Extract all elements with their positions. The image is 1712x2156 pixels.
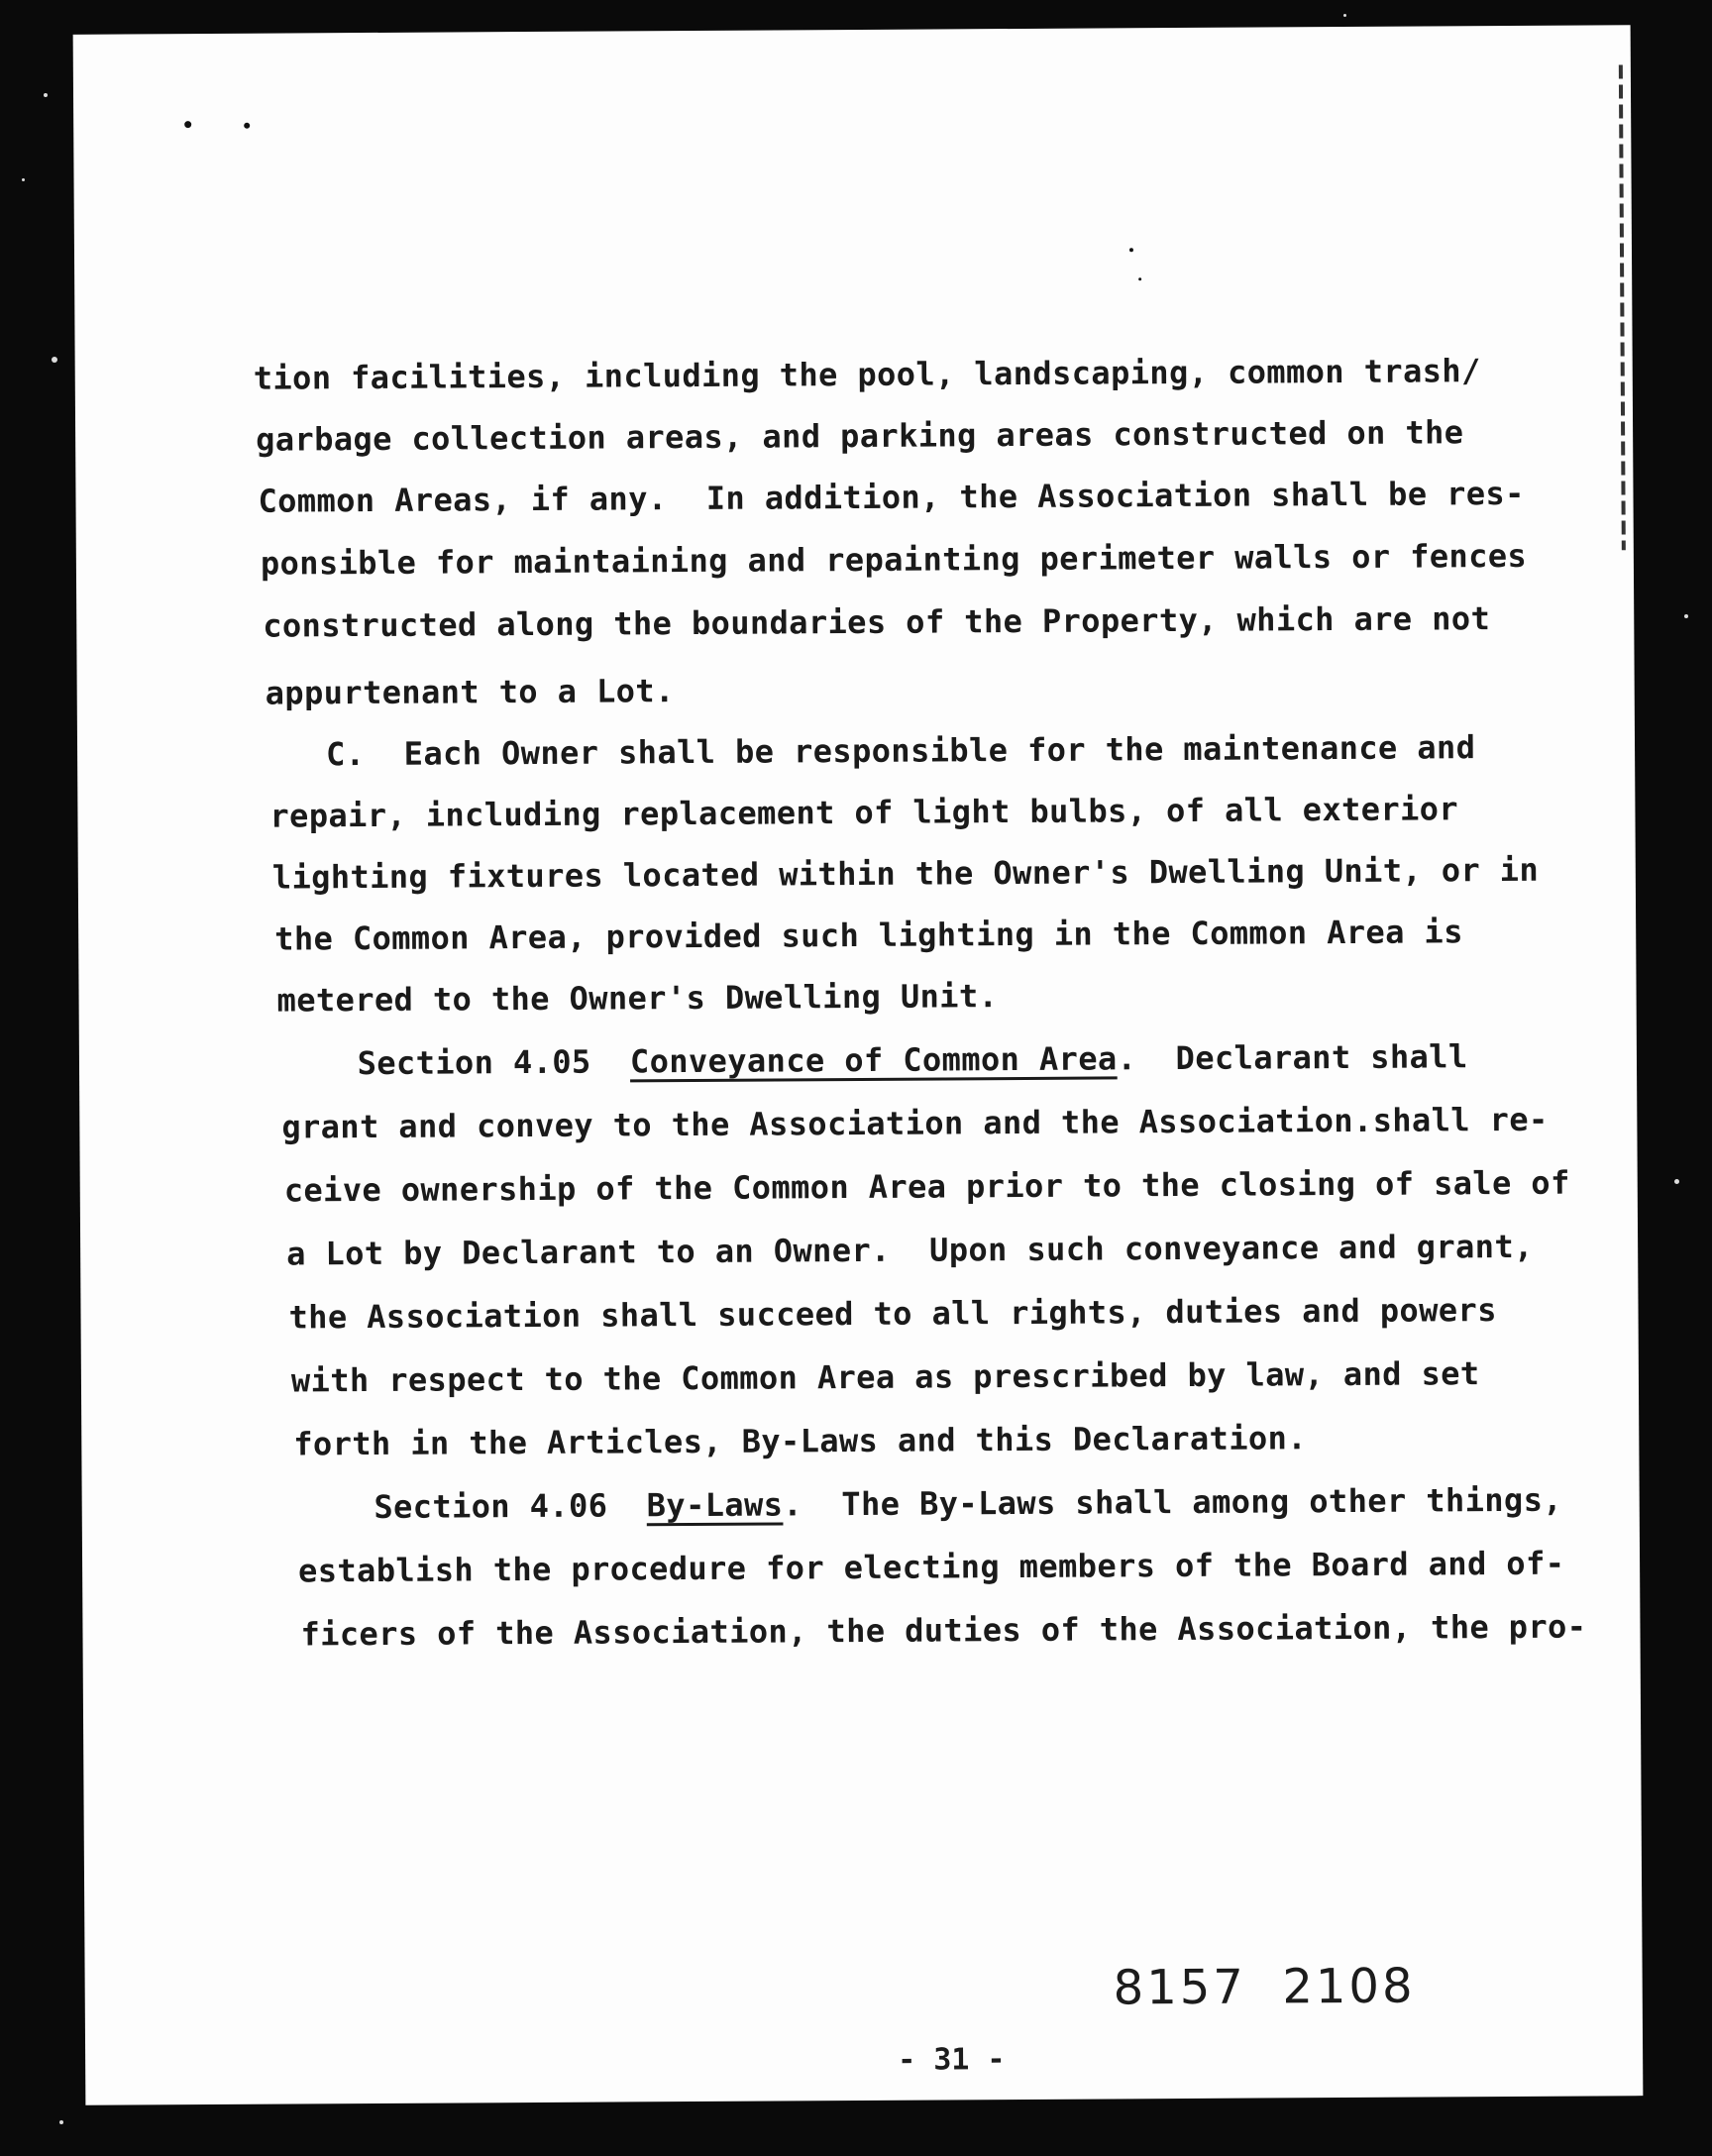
scan-noise: [44, 93, 48, 97]
paper-sheet: [73, 25, 1644, 2105]
scan-noise: [59, 2120, 63, 2124]
speck: [184, 121, 191, 128]
section-title: Conveyance of Common Area: [629, 1039, 1118, 1081]
text-line: appurtenant to a Lot.: [265, 672, 675, 712]
text-line: ceive ownership of the Common Area prior to the closing of sale of: [283, 1163, 1570, 1210]
text-line: Common Areas, if any. In addition, the Association shall be res-: [258, 474, 1525, 520]
text-line: constructed along the boundaries of the Property, which are not: [263, 599, 1491, 645]
speck: [244, 123, 250, 129]
document-body: [253, 351, 1587, 1654]
text-line: grant and convey to the Association and the Association.shall re-: [281, 1100, 1549, 1146]
text-line: repair, including replacement of light bulbs, of all exterior: [269, 790, 1459, 835]
speck: [1138, 277, 1141, 280]
text-line: ficers of the Association, the duties of the Association, the pro-: [300, 1607, 1587, 1654]
text-line: lighting fixtures located within the Owner's Dwelling Unit, or in: [271, 850, 1540, 897]
section-4-05-heading-line: [279, 1036, 1468, 1083]
section-4-06-heading-line: [296, 1480, 1563, 1528]
scan-noise: [22, 178, 25, 181]
section-prefix: Section 4.06: [295, 1486, 647, 1527]
section-title: By-Laws: [646, 1485, 784, 1525]
text-line: the Association shall succeed to all rights, duties and powers: [288, 1291, 1497, 1337]
text-line: establish the procedure for electing members of the Board and of-: [297, 1544, 1565, 1590]
text-line: metered to the Owner's Dwelling Unit.: [276, 977, 999, 1020]
text-line: garbage collection areas, and parking areas constructed on the: [256, 413, 1464, 459]
scan-noise: [1674, 1179, 1679, 1184]
section-suffix: . Declarant shall: [1117, 1037, 1468, 1078]
paragraph-c-line: C. Each Owner shall be responsible for the maintenance and: [267, 728, 1476, 774]
document-reference-number: 8157 2108: [1113, 1958, 1416, 2016]
text-line: the Common Area, provided such lighting in the Common Area is: [274, 913, 1463, 958]
page-number: - 31 -: [898, 2042, 1006, 2078]
scan-noise: [1343, 14, 1346, 17]
scan-noise: [1684, 614, 1688, 618]
text-line: with respect to the Common Area as prescribed by law, and set: [290, 1354, 1480, 1400]
text-line: ponsible for maintaining and repainting perimeter walls or fences: [260, 536, 1528, 583]
text-line: forth in the Articles, By-Laws and this Declaration.: [293, 1419, 1308, 1463]
section-prefix: Section 4.05: [278, 1042, 631, 1083]
speck: [1129, 248, 1133, 252]
margin-line: [1619, 64, 1626, 550]
text-line: a Lot by Declarant to an Owner. Upon such conveyance and grant,: [286, 1227, 1534, 1273]
text-line: tion facilities, including the pool, landscaping, common trash/: [253, 352, 1481, 397]
section-suffix: . The By-Laws shall among other things,: [783, 1480, 1563, 1524]
scan-noise: [52, 357, 57, 363]
